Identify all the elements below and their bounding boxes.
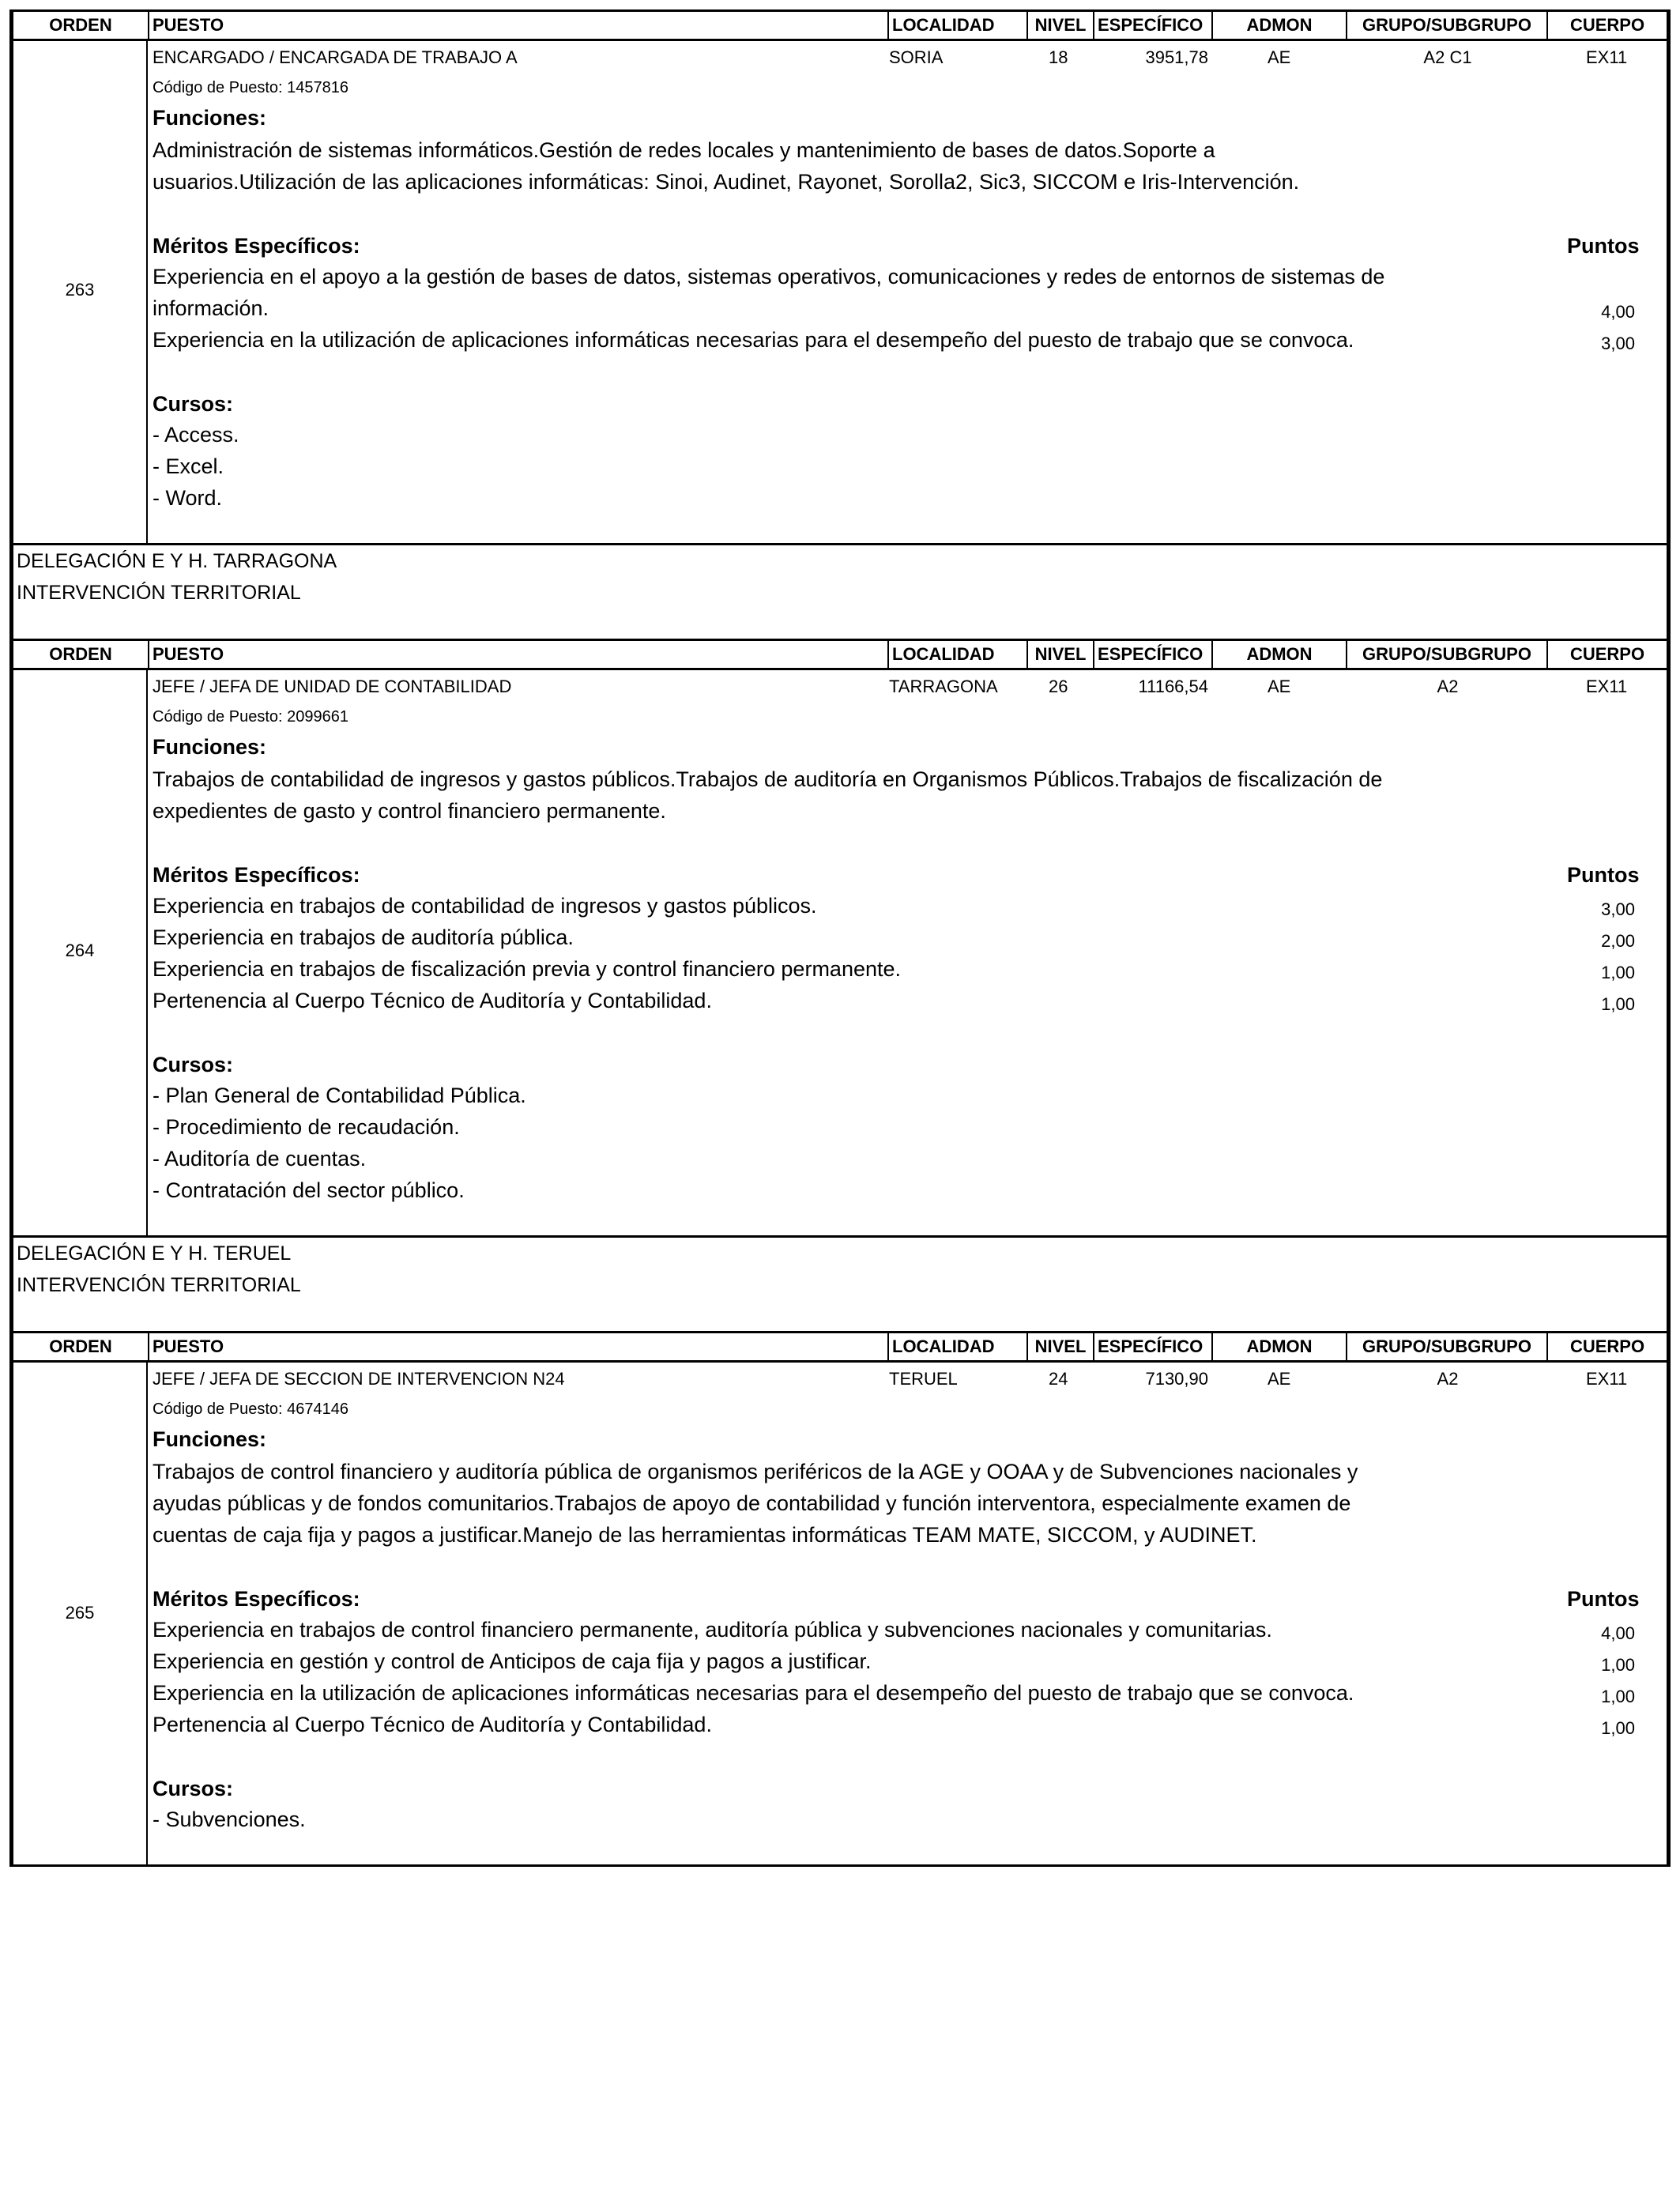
unidad-name: INTERVENCIÓN TERRITORIAL <box>17 1274 301 1296</box>
delegacion-name: DELEGACIÓN E Y H. TARRAGONA <box>17 550 337 572</box>
merito-line: información. <box>153 296 269 320</box>
especifico-value: 11166,54 <box>1138 677 1208 696</box>
header-cuerpo: CUERPO <box>1546 12 1667 39</box>
header-localidad: LOCALIDAD <box>887 12 1026 39</box>
cursos-heading: Cursos: <box>153 1777 234 1800</box>
localidad-value: SORIA <box>889 47 944 67</box>
header-admon: ADMON <box>1211 641 1346 668</box>
header-orden: ORDEN <box>49 1336 112 1356</box>
merito-line: Experiencia en trabajos de fiscalización previa y control financiero permanente. <box>153 957 902 981</box>
curso-item: - Contratación del sector público. <box>153 1178 465 1202</box>
orden-number: 263 <box>65 280 95 300</box>
cursos-heading: Cursos: <box>153 392 234 416</box>
meritos-heading: Méritos Específicos: <box>153 234 360 258</box>
merito-line: Experiencia en trabajos de contabilidad de ingresos y gastos públicos. <box>153 894 817 918</box>
header-admon: ADMON <box>1211 12 1346 39</box>
header-cuerpo: CUERPO <box>1546 1333 1667 1360</box>
funciones-line: Trabajos de contabilidad de ingresos y gastos públicos.Trabajos de auditoría en Organismos Públicos.Trabajos de fiscalización de <box>153 767 1383 791</box>
admon-value: AE <box>1268 47 1291 67</box>
merito-line: Experiencia en la utilización de aplicaciones informáticas necesarias para el desempeño del puesto de trabajo que se convoca. <box>153 1681 1354 1705</box>
puesto-title: JEFE / JEFA DE SECCION DE INTERVENCION N24 <box>153 1369 565 1389</box>
header-grupo: GRUPO/SUBGRUPO <box>1346 641 1546 668</box>
cuerpo-value: EX11 <box>1586 1369 1628 1389</box>
merito-puntos: 1,00 <box>1601 963 1635 982</box>
unidad-name: INTERVENCIÓN TERRITORIAL <box>17 582 301 604</box>
funciones-heading: Funciones: <box>153 106 267 130</box>
table-header-2 <box>9 639 1671 670</box>
position-265 <box>9 1363 1671 1867</box>
meritos-heading: Méritos Específicos: <box>153 1587 360 1611</box>
merito-line: Experiencia en el apoyo a la gestión de bases de datos, sistemas operativos, comunicaciones y redes de entornos de sistemas de <box>153 265 1385 288</box>
header-localidad: LOCALIDAD <box>887 641 1026 668</box>
funciones-heading: Funciones: <box>153 735 267 759</box>
header-puesto: PUESTO <box>148 641 887 668</box>
admon-value: AE <box>1268 1369 1291 1389</box>
header-cuerpo: CUERPO <box>1546 641 1667 668</box>
header-admon: ADMON <box>1211 1333 1346 1360</box>
position-263 <box>9 41 1671 545</box>
curso-item: - Word. <box>153 486 223 510</box>
merito-line: Experiencia en la utilización de aplicaciones informáticas necesarias para el desempeño del puesto de trabajo que se convoca. <box>153 328 1354 352</box>
merito-line: Pertenencia al Cuerpo Técnico de Auditoría y Contabilidad. <box>153 1713 712 1736</box>
header-nivel: NIVEL <box>1026 641 1093 668</box>
especifico-value: 3951,78 <box>1145 47 1208 67</box>
funciones-line: expedientes de gasto y control financiero permanente. <box>153 799 666 823</box>
merito-puntos: 4,00 <box>1601 1623 1635 1643</box>
header-nivel: NIVEL <box>1026 12 1093 39</box>
localidad-value: TARRAGONA <box>889 677 998 696</box>
header-grupo: GRUPO/SUBGRUPO <box>1346 1333 1546 1360</box>
funciones-heading: Funciones: <box>153 1427 267 1451</box>
header-puesto: PUESTO <box>148 12 887 39</box>
merito-line: Experiencia en gestión y control de Anticipos de caja fija y pagos a justificar. <box>153 1649 872 1673</box>
puntos-heading: Puntos <box>1567 1587 1640 1611</box>
cuerpo-value: EX11 <box>1586 677 1628 696</box>
curso-item: - Excel. <box>153 454 224 478</box>
meritos-heading: Méritos Específicos: <box>153 863 360 887</box>
header-puesto: PUESTO <box>148 1333 887 1360</box>
merito-puntos: 4,00 <box>1601 302 1635 322</box>
header-especifico: ESPECÍFICO <box>1093 1333 1211 1360</box>
merito-line: Pertenencia al Cuerpo Técnico de Auditoría y Contabilidad. <box>153 989 712 1012</box>
delegacion-block <box>9 545 1671 640</box>
table-header-1 <box>9 9 1671 41</box>
delegacion-block <box>9 1238 1671 1333</box>
nivel-value: 26 <box>1049 677 1068 696</box>
grupo-value: A2 <box>1437 1369 1459 1389</box>
cuerpo-value: EX11 <box>1586 47 1628 67</box>
especifico-value: 7130,90 <box>1145 1369 1208 1389</box>
funciones-line: cuentas de caja fija y pagos a justificar.Manejo de las herramientas informáticas TEAM MATE, SICCOM, y AUDINET. <box>153 1523 1257 1547</box>
puntos-heading: Puntos <box>1567 863 1640 887</box>
puntos-heading: Puntos <box>1567 234 1640 258</box>
grupo-value: A2 <box>1437 677 1459 696</box>
header-grupo: GRUPO/SUBGRUPO <box>1346 12 1546 39</box>
funciones-line: Trabajos de control financiero y auditoría pública de organismos periféricos de la AGE y OOAA y de Subvenciones nacionales y <box>153 1460 1358 1483</box>
cursos-heading: Cursos: <box>153 1053 234 1076</box>
merito-line: Experiencia en trabajos de control financiero permanente, auditoría pública y subvenciones nacionales y comunitarias. <box>153 1618 1272 1642</box>
merito-puntos: 1,00 <box>1601 1655 1635 1675</box>
merito-puntos: 3,00 <box>1601 899 1635 919</box>
header-localidad: LOCALIDAD <box>887 1333 1026 1360</box>
header-especifico: ESPECÍFICO <box>1093 641 1211 668</box>
header-orden: ORDEN <box>49 15 112 35</box>
funciones-line: ayudas públicas y de fondos comunitarios.Trabajos de apoyo de contabilidad y función interventora, especialmente examen de <box>153 1491 1351 1515</box>
codigo-puesto: Código de Puesto: 2099661 <box>153 708 348 726</box>
merito-puntos: 1,00 <box>1601 1687 1635 1706</box>
header-orden: ORDEN <box>49 644 112 664</box>
funciones-line: Administración de sistemas informáticos.Gestión de redes locales y mantenimiento de bases de datos.Soporte a <box>153 138 1215 162</box>
header-nivel: NIVEL <box>1026 1333 1093 1360</box>
merito-puntos: 2,00 <box>1601 931 1635 951</box>
codigo-puesto: Código de Puesto: 1457816 <box>153 79 348 96</box>
localidad-value: TERUEL <box>889 1369 958 1389</box>
funciones-line: usuarios.Utilización de las aplicaciones informáticas: Sinoi, Audinet, Rayonet, Sorolla2, Sic3, SICCOM e Iris-Intervención. <box>153 170 1300 194</box>
table-header-3 <box>9 1331 1671 1363</box>
curso-item: - Plan General de Contabilidad Pública. <box>153 1084 526 1107</box>
curso-item: - Access. <box>153 423 239 447</box>
grupo-value: A2 C1 <box>1423 47 1472 67</box>
merito-puntos: 1,00 <box>1601 1718 1635 1738</box>
delegacion-name: DELEGACIÓN E Y H. TERUEL <box>17 1242 292 1265</box>
curso-item: - Procedimiento de recaudación. <box>153 1115 460 1139</box>
puesto-title: ENCARGADO / ENCARGADA DE TRABAJO A <box>153 47 518 67</box>
puesto-title: JEFE / JEFA DE UNIDAD DE CONTABILIDAD <box>153 677 512 696</box>
codigo-puesto: Código de Puesto: 4674146 <box>153 1400 348 1418</box>
merito-line: Experiencia en trabajos de auditoría pública. <box>153 925 574 949</box>
merito-puntos: 1,00 <box>1601 994 1635 1014</box>
orden-number: 265 <box>65 1603 95 1623</box>
position-264 <box>9 670 1671 1238</box>
orden-number: 264 <box>65 941 95 960</box>
header-especifico: ESPECÍFICO <box>1093 12 1211 39</box>
curso-item: - Auditoría de cuentas. <box>153 1147 367 1171</box>
admon-value: AE <box>1268 677 1291 696</box>
curso-item: - Subvenciones. <box>153 1808 306 1831</box>
merito-puntos: 3,00 <box>1601 334 1635 353</box>
nivel-value: 18 <box>1049 47 1068 67</box>
nivel-value: 24 <box>1049 1369 1068 1389</box>
